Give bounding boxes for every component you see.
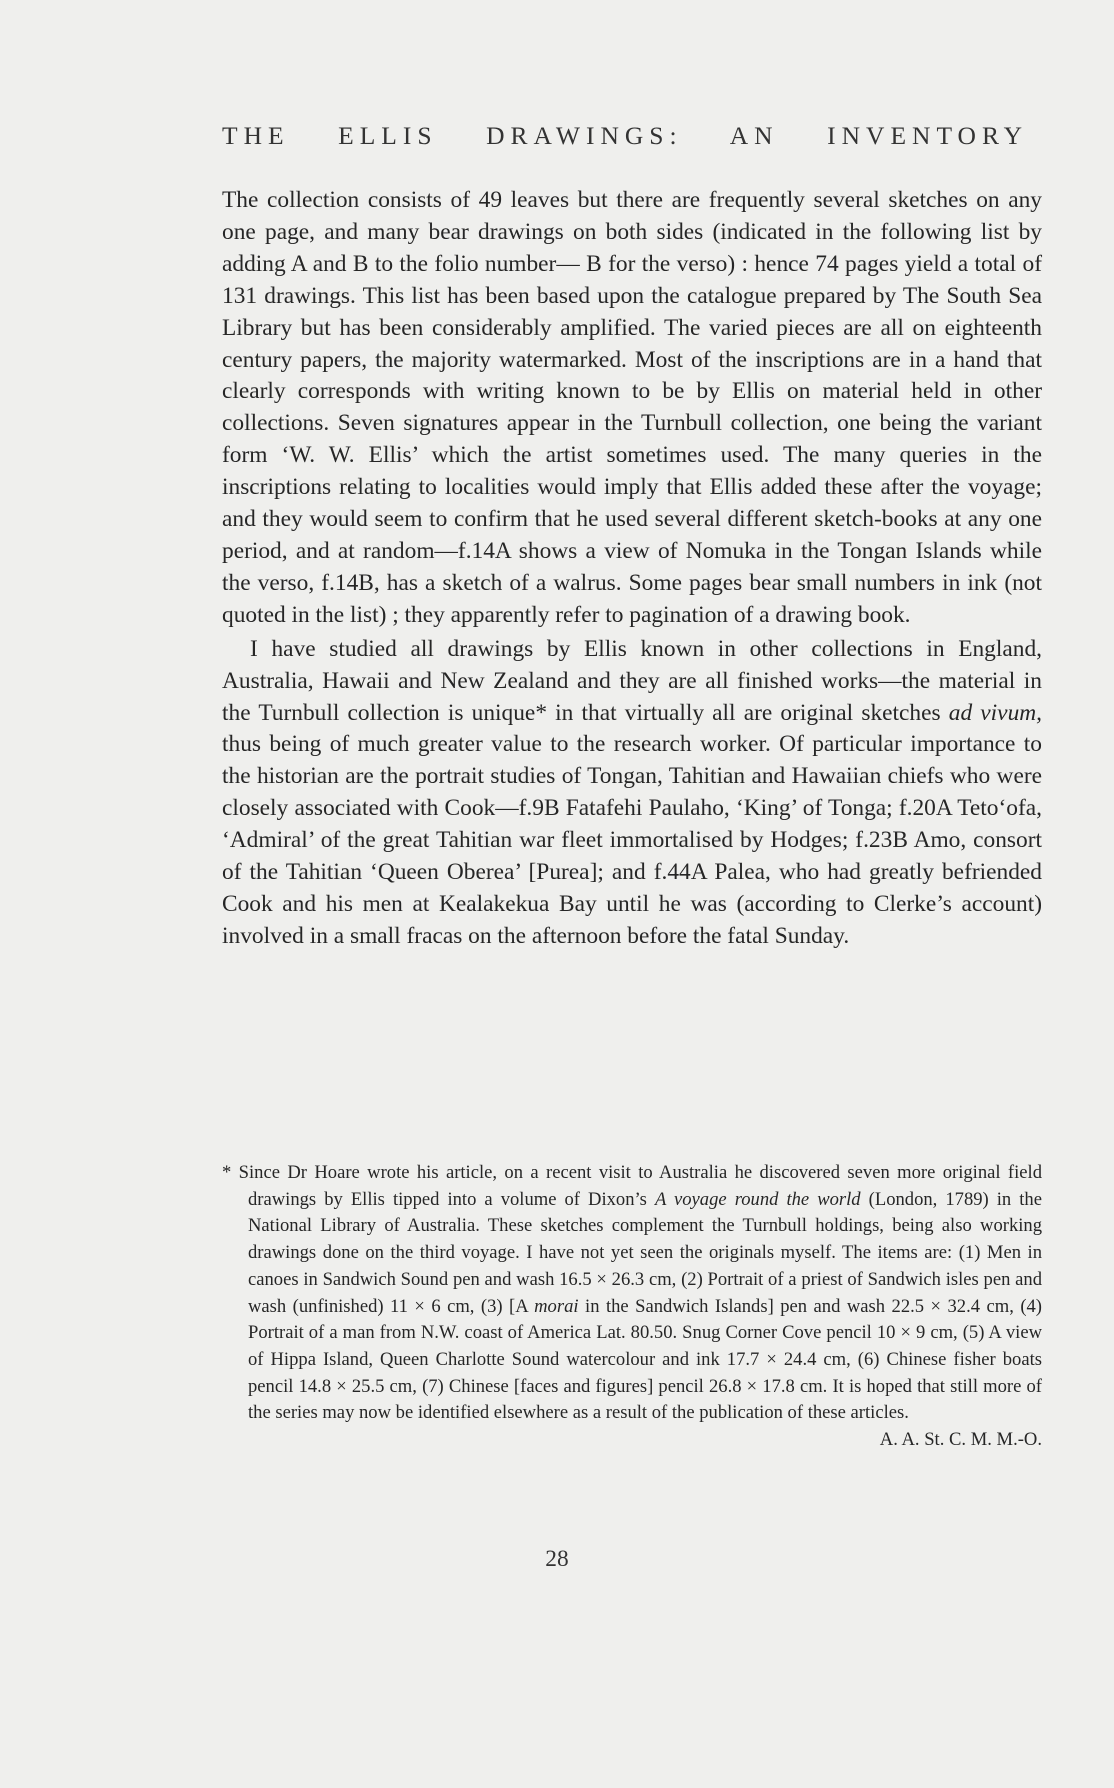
footnote-paragraph (222, 1160, 1042, 1451)
paragraph-2-italic: ad vivum, (948, 699, 1042, 726)
footnote-italic-title: A voyage round the world (654, 1188, 861, 1210)
body-text (222, 185, 1042, 953)
footnote-signature: A. A. St. C. M. M.-O. (879, 1429, 1042, 1451)
paragraph-2-text-b: thus being of much greater value to the research worker. Of particular importance to the historian are the portrait studies of Tongan, Tahitian and Hawaiian chiefs who were closely associated with Cook—f.9B Fatafehi Paulaho, ‘King’ of Tonga; f.20A Teto‘ofa, ‘Admiral’ of the great Tahitian war fleet immortalised by Hodges; f.23B Amo, consort of the Tahitian ‘Queen Oberea’ [Purea]; and f.44A Palea, who had greatly befriended Cook and his men at Kealakekua Bay until he was (according to Clerke’s account) involved in a small fracas on the afternoon before the fatal Sunday. (222, 731, 1042, 949)
paragraph-1: The collection consists of 49 leaves but there are frequently several sketches on any one page, and many bear drawings on both sides (indicated in the following list by adding A and B to the folio number— B for the verso) : hence 74 pages yield a total of 131 drawings. This list has been based upon the catalogue prepared by The South Sea Library but has been considerably amplified. The varied pieces are all on eighteenth century papers, the majority watermarked. Most of the inscriptions are in a hand that clearly corresponds with writing known to be by Ellis on material held in other collections. Seven signatures appear in the Turnbull collection, one being the variant form ‘W. W. Ellis’ which the artist sometimes used. The many queries in the inscriptions relating to localities would imply that Ellis added these after the voyage; and they would seem to confirm that he used several different sketch-books at any one period, and at random—f.14A shows a view of Nomuka in the Tongan Islands while the verso, f.14B, has a sketch of a walrus. Some pages bear small numbers in ink (not quoted in the list) ; they apparently refer to pagination of a drawing book. (222, 187, 1042, 628)
paragraph-2 (222, 634, 1042, 953)
page-number: 28 (545, 1546, 569, 1572)
paragraph-2-text-a: I have studied all drawings by Ellis known in other collections in England, Australia, Hawaii and New Zealand and they are all finished works—the material in the Turnbull collection is unique* in that virtually all are original sketches (222, 635, 1042, 726)
footnote-text-c: in the Sandwich Islands] pen and wash 22.5 × 32.4 cm, (4) Portrait of a man from N.W. coast of America Lat. 80.50. Snug Corner Cove pencil 10 × 9 cm, (5) A view of Hippa Island, Queen Charlotte Sound watercolour and ink 17.7 × 24.4 cm, (6) Chinese fisher boats pencil 14.8 × 25.5 cm, (7) Chinese [faces and figures] pencil 26.8 × 17.8 cm. It is hoped that still more of the series may now be identified elsewhere as a result of the publication of these articles. (248, 1295, 1042, 1424)
footnote-text-b: (London, 1789) in the National Library of Australia. These sketches complement the Turnbull holdings, being also working drawings done on the third voyage. I have not yet seen the originals myself. The items are: (1) Men in canoes in Sandwich Sound pen and wash 16.5 × 26.3 cm, (2) Portrait of a priest of Sandwich isles pen and wash (unfinished) 11 × 6 cm, (3) [A (248, 1188, 1042, 1317)
footnote-text-a: Since Dr Hoare wrote his article, on a recent visit to Australia he discovered seven more original field drawings by Ellis tipped into a volume of Dixon’s (231, 1162, 1042, 1210)
footnote-marker: * (222, 1162, 232, 1183)
footnote-italic-morai: morai (534, 1295, 579, 1317)
section-heading: THE ELLIS DRAWINGS: AN INVENTORY (222, 121, 1028, 150)
footnote (222, 1160, 1042, 1454)
